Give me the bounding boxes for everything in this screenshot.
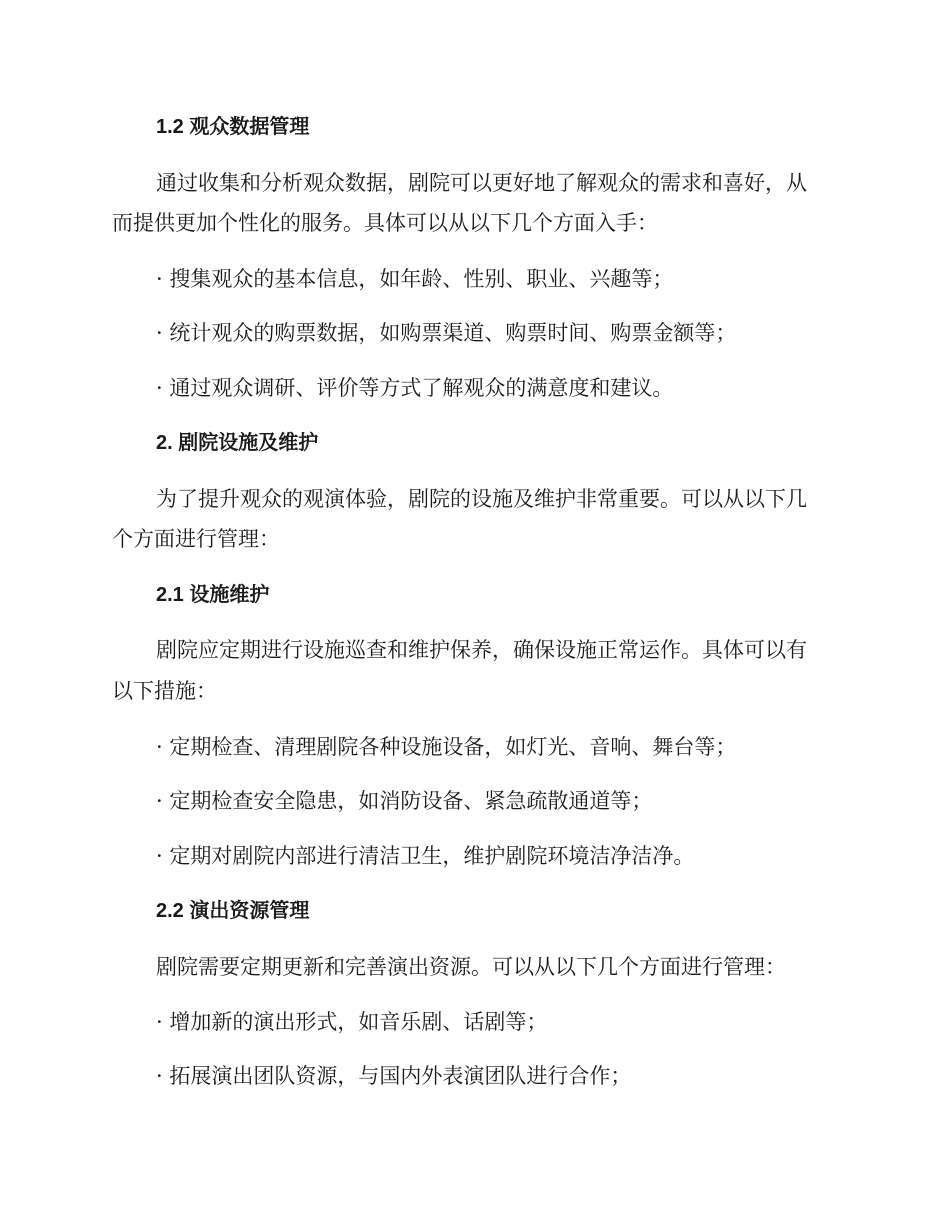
- bullet-item: · 定期检查安全隐患，如消防设备、紧急疏散通道等；: [156, 789, 653, 813]
- bullet-item: · 定期检查、清理剧院各种设施设备，如灯光、音响、舞台等；: [156, 735, 737, 759]
- bullet-item: · 统计观众的购票数据，如购票渠道、购票时间、购票金额等；: [156, 321, 737, 345]
- paragraph-line: 以下措施：: [112, 679, 217, 703]
- heading-2-2: 2.2 演出资源管理: [156, 900, 310, 922]
- paragraph-line: 为了提升观众的观演体验，剧院的设施及维护非常重要。可以从以下几: [156, 487, 807, 511]
- bullet-item: · 定期对剧院内部进行清洁卫生，维护剧院环境洁净洁净。: [156, 844, 695, 868]
- heading-2-1: 2.1 设施维护: [156, 584, 270, 606]
- paragraph-line: 通过收集和分析观众数据，剧院可以更好地了解观众的需求和喜好，从: [156, 171, 807, 195]
- paragraph-line: 剧院需要定期更新和完善演出资源。可以从以下几个方面进行管理：: [156, 955, 786, 979]
- heading-1-2: 1.2 观众数据管理: [156, 116, 310, 138]
- paragraph-line: 个方面进行管理：: [112, 527, 280, 551]
- bullet-item: · 增加新的演出形式，如音乐剧、话剧等；: [156, 1010, 548, 1034]
- heading-2: 2. 剧院设施及维护: [156, 432, 319, 454]
- bullet-item: · 通过观众调研、评价等方式了解观众的满意度和建议。: [156, 376, 674, 400]
- bullet-item: · 拓展演出团队资源，与国内外表演团队进行合作；: [156, 1064, 632, 1088]
- bullet-item: · 搜集观众的基本信息，如年龄、性别、职业、兴趣等；: [156, 267, 674, 291]
- paragraph-line: 而提供更加个性化的服务。具体可以从以下几个方面入手：: [112, 211, 658, 235]
- paragraph-line: 剧院应定期进行设施巡查和维护保养，确保设施正常运作。具体可以有: [156, 638, 807, 662]
